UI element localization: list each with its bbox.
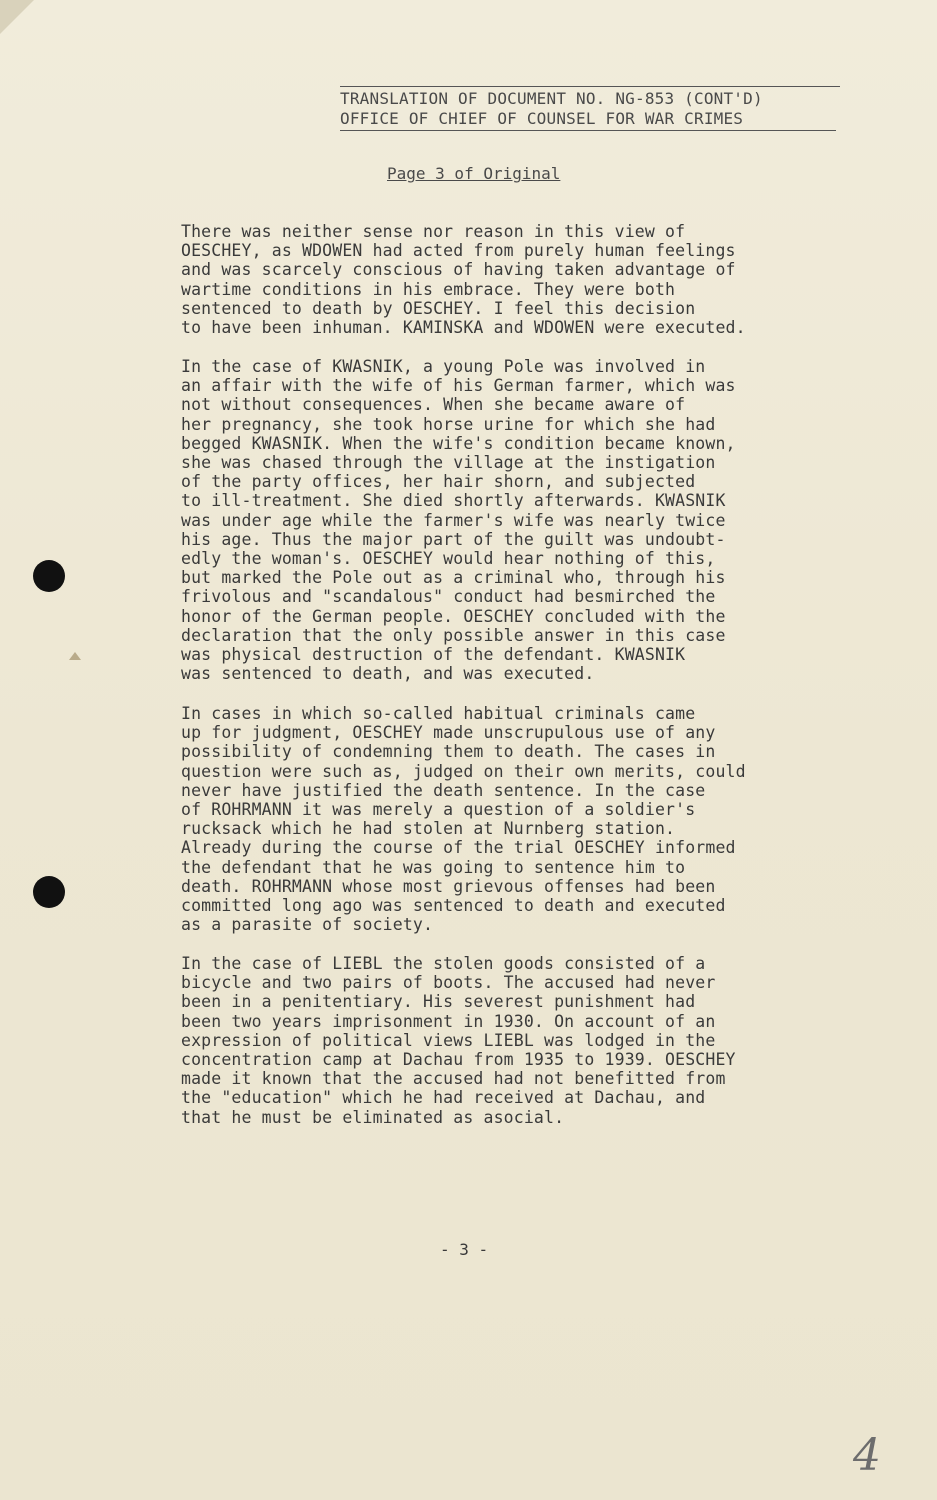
text-line: of ROHRMANN it was merely a question of a soldier's (181, 800, 696, 820)
text-line: wartime conditions in his embrace. They were both (181, 279, 676, 299)
text-line: been in a penitentiary. His severest punishment had (181, 992, 696, 1012)
text-line: to ill-treatment. She died shortly afterwards. KWASNIK (181, 491, 726, 511)
text-line: of the party offices, her hair shorn, and subjected (181, 472, 696, 492)
text-line: was under age while the farmer's wife was nearly twice (181, 510, 726, 530)
margin-mark (69, 652, 81, 660)
text-line: she was chased through the village at the instigation (181, 453, 716, 473)
text-line: In the case of LIEBL the stolen goods consisted of a (181, 954, 706, 973)
text-line: frivolous and "scandalous" conduct had besmirched the (181, 587, 716, 607)
text-line: possibility of condemning them to death. The cases in (181, 742, 716, 762)
text-line: up for judgment, OESCHEY made unscrupulous use of any (181, 723, 716, 743)
paragraph-4 (181, 954, 841, 1127)
text-line: In cases in which so-called habitual criminals came (181, 704, 696, 723)
text-line: OESCHEY, as WDOWEN had acted from purely human feelings (181, 241, 736, 261)
text-line: not without consequences. When she became aware of (181, 395, 686, 415)
handwritten-page-mark: 4 (853, 1430, 881, 1481)
text-line: the "education" which he had received at Dachau, and (181, 1088, 706, 1108)
text-line: There was neither sense nor reason in this view of (181, 222, 686, 241)
text-line: his age. Thus the major part of the guilt was undoubt- (181, 529, 726, 549)
folded-corner (0, 0, 34, 34)
text-line: concentration camp at Dachau from 1935 to 1939. OESCHEY (181, 1050, 736, 1070)
text-line: her pregnancy, she took horse urine for which she had (181, 414, 716, 434)
text-line: been two years imprisonment in 1930. On account of an (181, 1011, 716, 1031)
text-line: bicycle and two pairs of boots. The accused had never (181, 973, 716, 993)
paragraph-3 (181, 704, 841, 934)
text-line: the defendant that he was going to sentence him to (181, 857, 686, 877)
text-line: made it known that the accused had not benefitted from (181, 1069, 726, 1089)
text-line: begged KWASNIK. When the wife's condition became known, (181, 433, 736, 453)
text-line: In the case of KWASNIK, a young Pole was involved in (181, 357, 706, 376)
text-line: rucksack which he had stolen at Nurnberg station. (181, 819, 676, 839)
text-line: honor of the German people. OESCHEY concluded with the (181, 606, 726, 626)
text-line: to have been inhuman. KAMINSKA and WDOWEN were executed. (181, 318, 746, 338)
text-line: but marked the Pole out as a criminal who, through his (181, 568, 726, 588)
text-line: was sentenced to death, and was executed. (181, 664, 595, 684)
text-line: as a parasite of society. (181, 915, 434, 935)
text-line: death. ROHRMANN whose most grievous offenses had been (181, 876, 716, 896)
text-line: never have justified the death sentence. In the case (181, 780, 706, 800)
header-office: OFFICE OF CHIEF OF COUNSEL FOR WAR CRIMES (340, 109, 836, 131)
page-number: - 3 - (440, 1240, 489, 1259)
text-line: declaration that the only possible answer in this case (181, 625, 726, 645)
text-line: sentenced to death by OESCHEY. I feel this decision (181, 298, 696, 318)
punch-hole (33, 560, 65, 592)
text-line: and was scarcely conscious of having taken advantage of (181, 260, 736, 280)
text-line: that he must be eliminated as asocial. (181, 1107, 565, 1127)
paragraph-1 (181, 222, 841, 337)
text-line: Already during the course of the trial OESCHEY informed (181, 838, 736, 858)
text-line: expression of political views LIEBL was lodged in the (181, 1030, 716, 1050)
text-line: edly the woman's. OESCHEY would hear nothing of this, (181, 549, 716, 569)
header-title: TRANSLATION OF DOCUMENT NO. NG-853 (CONT'D) (340, 86, 840, 109)
page-reference: Page 3 of Original (387, 164, 561, 183)
text-line: committed long ago was sentenced to death and executed (181, 896, 726, 916)
document-header (340, 86, 840, 131)
text-line: was physical destruction of the defendant. KWASNIK (181, 645, 686, 665)
punch-hole (33, 876, 65, 908)
text-line: an affair with the wife of his German farmer, which was (181, 376, 736, 396)
paragraph-2 (181, 357, 841, 683)
text-line: question were such as, judged on their own merits, could (181, 761, 746, 781)
